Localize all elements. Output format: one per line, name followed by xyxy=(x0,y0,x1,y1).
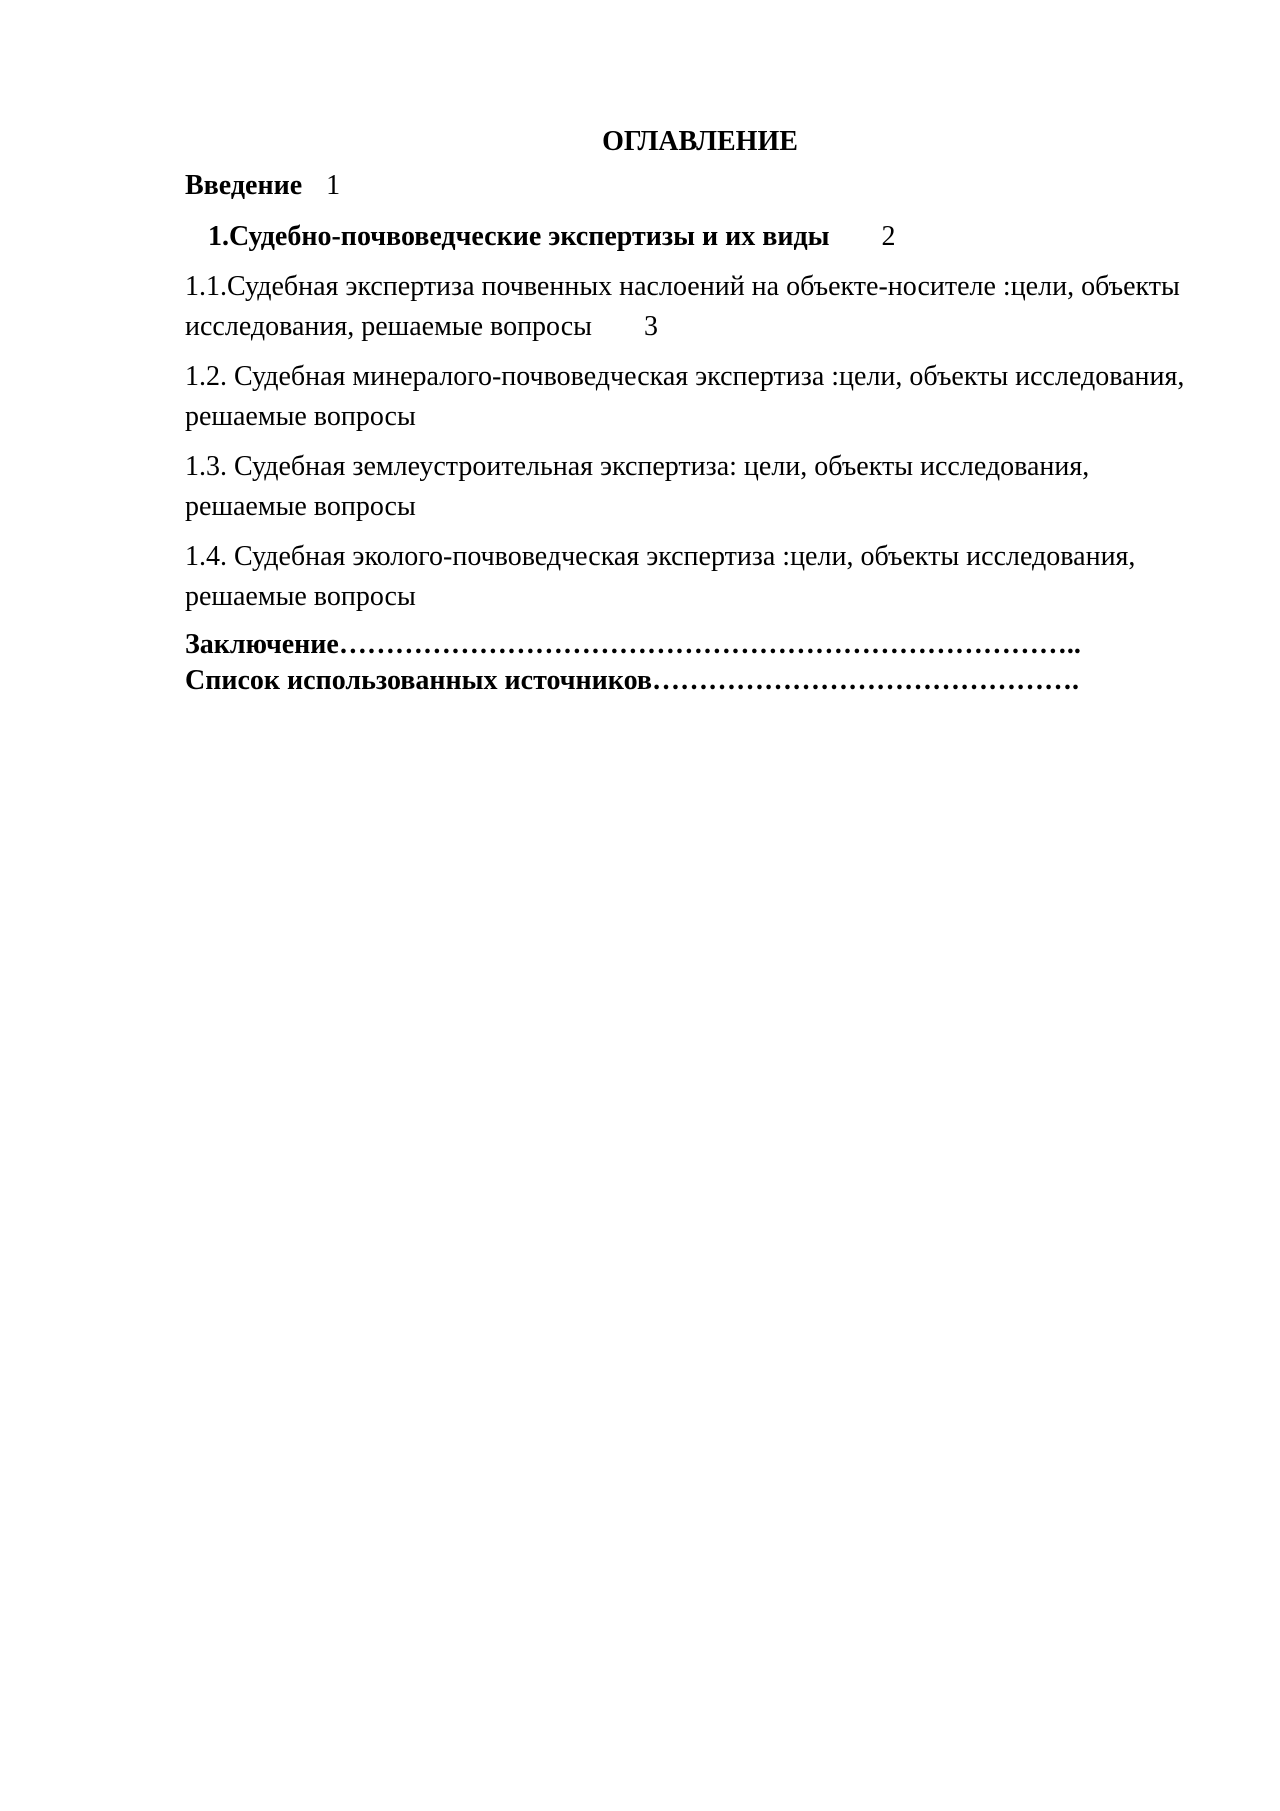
toc-entry-references: Список использованных источников………………………………………. xyxy=(185,665,1079,696)
toc-entry-conclusion: Заключение…………………………………………………………………….. xyxy=(185,629,1081,660)
toc-entry-introduction xyxy=(185,166,1195,206)
document-page xyxy=(185,118,1195,699)
toc-page-number: 3 xyxy=(644,311,658,342)
toc-entry-label: 1.4. Судебная эколого-почвоведческая экспертиза :цели, объекты исследования, решаемые вопросы xyxy=(185,541,1136,612)
toc-entry-section-1-2 xyxy=(185,357,1195,437)
toc-entry-label: Введение xyxy=(185,170,303,201)
toc-entry-section-1-3 xyxy=(185,447,1195,527)
toc-entry-label: 1.2. Судебная минералого-почвоведческая экспертиза :цели, объекты исследования, решаемые вопросы xyxy=(185,361,1185,432)
toc-entry-section-1-4 xyxy=(185,537,1195,617)
toc-page-number: 1 xyxy=(326,170,341,201)
toc-entry-label: 1.1.Судебная экспертиза почвенных наслоений на объекте-носителе :цели, объекты исследования, решаемые вопросы xyxy=(185,271,1180,342)
toc-heading: ОГЛАВЛЕНИЕ xyxy=(602,126,798,157)
toc-entry-chapter-1 xyxy=(185,217,1195,257)
toc-entry-label: 1.3. Судебная землеустроительная экспертиза: цели, объекты исследования, решаемые вопросы xyxy=(185,451,1090,522)
toc-entry-section-1-1 xyxy=(185,267,1195,347)
toc-entry-label: 1.Судебно-почвоведческие экспертизы и их виды xyxy=(208,221,830,252)
toc-page-number: 2 xyxy=(881,221,896,252)
